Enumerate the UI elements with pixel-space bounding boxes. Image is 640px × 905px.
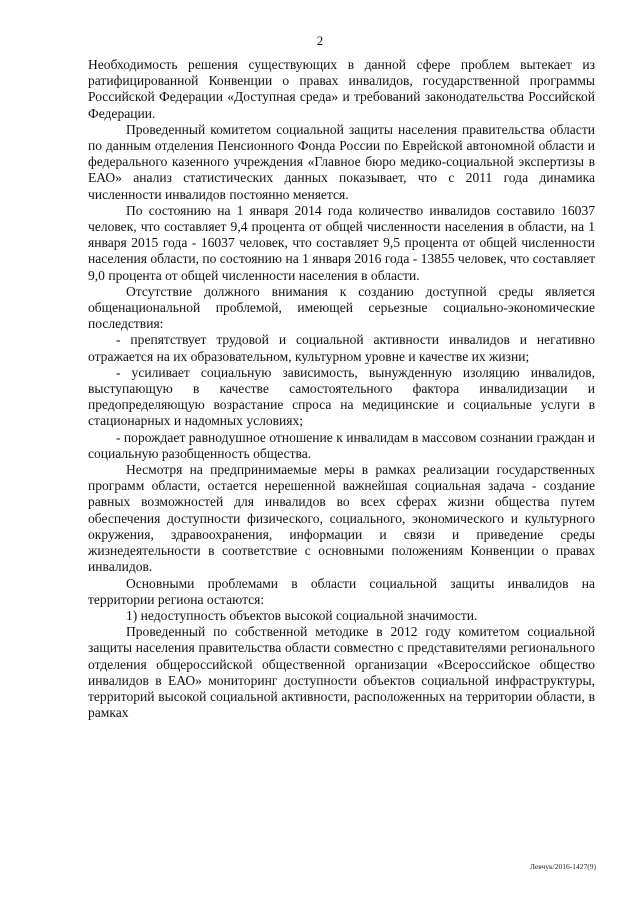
list-item-1: 1) недоступность объектов высокой социальной значимости. [126, 607, 478, 623]
paragraph-2: Проведенный комитетом социальной защиты населения правительства области по данным отделения Пенсионного Фонда России по Еврейской автономной области и федерального казенного учреждения «Главное бюро медико-социальной экспертизы в ЕАО» анализ статистических данных показывает, что с 2011 года динамика численности инвалидов постоянно меняется. [88, 121, 595, 202]
document-code-footer: Левчук/2016-1427(9) [529, 862, 596, 871]
page-number: 2 [316, 33, 324, 48]
paragraph-7: Проведенный по собственной методике в 2012 году комитетом социальной защиты населения правительства области совместно с представителями регионального отделения общероссийской общественной организации «Всероссийское общество инвалидов в ЕАО» мониторинг доступности объектов социальной инфраструктуры, территорий высокой социальной активности, расположенных на территории области, в рамках [88, 624, 595, 721]
document-body [88, 57, 595, 721]
bullet-3: - порождает равнодушное отношение к инвалидам в массовом сознании граждан и социальную разобщенность общества. [88, 429, 595, 461]
bullet-1: - препятствует трудовой и социальной активности инвалидов и негативно отражается на их образовательном, культурном уровне и качестве их жизни; [88, 332, 595, 364]
bullet-2: - усиливает социальную зависимость, вынужденную изоляцию инвалидов, выступающую в качестве самостоятельного фактора инвалидизации и предопределяющую возрастание спроса на медицинские и социальные услуги в стационарных и надомных условиях; [88, 364, 595, 429]
paragraph-4: Отсутствие должного внимания к созданию доступной среды является общенациональной проблемой, имеющей серьезные социально-экономические последствия: [88, 283, 595, 332]
paragraph-1: Необходимость решения существующих в данной сфере проблем вытекает из ратифицированной Конвенции о правах инвалидов, государственной программы Российской Федерации «Доступная среда» и требований законодательства Российской Федерации. [88, 57, 595, 121]
paragraph-3: По состоянию на 1 января 2014 года количество инвалидов составило 16037 человек, что составляет 9,4 процента от общей численности населения в области, на 1 января 2015 года - 16037 человек, что составляет 9,5 процента от общей численности населения области, по состоянию на 1 января 2016 года - 13855 человек, что составляет 9,0 процента от общей численности населения в области. [88, 202, 596, 283]
paragraph-6: Основными проблемами в области социальной защиты инвалидов на территории региона остаются: [88, 575, 595, 607]
paragraph-5: Несмотря на предпринимаемые меры в рамках реализации государственных программ области, остается нерешенной важнейшая социальная задача - создание равных возможностей для инвалидов во всех сферах жизни общества путем обеспечения доступности физического, социального, экономического и культурного окружения, здравоохранения, информации и связи и приведение среды жизнедеятельности в соответствие с основными положениям Конвенции о правах инвалидов. [88, 462, 595, 575]
